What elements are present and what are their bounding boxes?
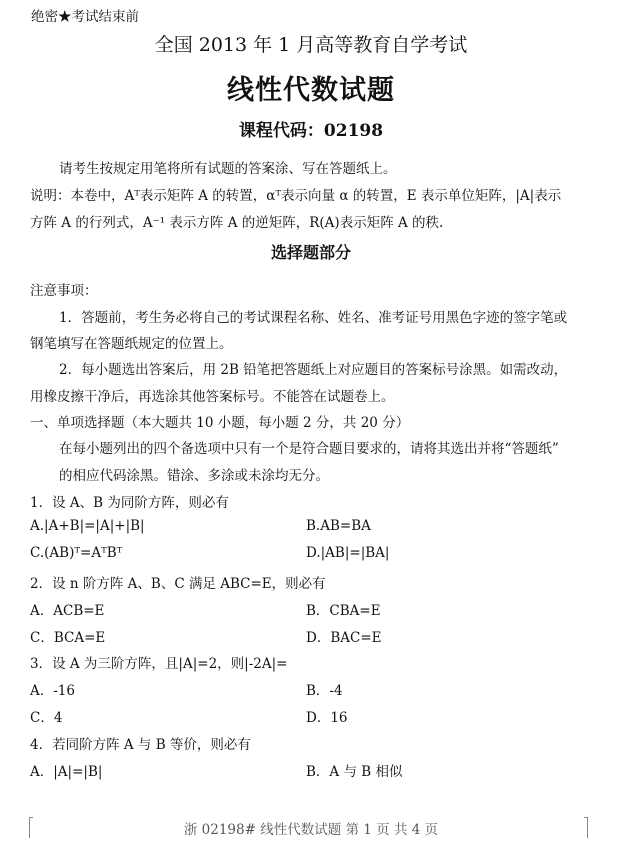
notation-note-line2: 方阵 A 的行列式，A⁻¹ 表示方阵 A 的逆矩阵，R(A)表示矩阵 A 的秩. (30, 215, 444, 231)
notice1-line1: 1．答题前，考生务必将自己的考试课程名称、姓名、准考证号用黑色字迹的签字笔或 (59, 310, 568, 326)
section-heading: 选择题部分 (270, 243, 351, 262)
question-1-option-a: A.|A+B|=|A|+|B| (30, 518, 145, 534)
part-desc-line1: 在每小题列出的四个备选项中只有一个是符合题目要求的，请将其选出并将“答题纸” (59, 441, 559, 457)
part-desc-line2: 的相应代码涂黑。错涂、多涂或未涂均无分。 (59, 468, 329, 484)
question-1-option-c: C.(AB)ᵀ=AᵀBᵀ (30, 545, 123, 561)
part-title: 一、单项选择题（本大题共 10 小题，每小题 2 分，共 20 分） (30, 415, 410, 431)
course-code: 课程代码：02198 (238, 121, 384, 141)
notice-label: 注意事项： (30, 283, 98, 299)
instruction-text: 请考生按规定用笔将所有试题的答案涂、写在答题纸上。 (59, 161, 397, 177)
question-4-option-a: A．|A|=|B| (30, 764, 103, 780)
question-2-option-c: C．BCA=E (30, 630, 106, 646)
notice1-line2: 钢笔填写在答题纸规定的位置上。 (30, 336, 233, 352)
question-3-stem: 3．设 A 为三阶方阵，且|A|=2，则|-2A|= (30, 656, 288, 672)
question-3-option-b: B．-4 (306, 683, 343, 699)
question-4-option-b: B．A 与 B 相似 (306, 764, 403, 780)
question-2-stem: 2．设 n 阶方阵 A、B、C 满足 ABC=E，则必有 (30, 576, 326, 592)
question-1-option-d: D.|AB|=|BA| (306, 545, 390, 561)
notice2-line2: 用橡皮擦干净后，再选涂其他答案标号。不能答在试题卷上。 (30, 389, 395, 405)
question-2-option-d: D．BAC=E (306, 630, 382, 646)
question-1-stem: 1．设 A、B 为同阶方阵，则必有 (30, 495, 229, 511)
question-3-option-d: D．16 (306, 710, 348, 726)
question-2-option-a: A．ACB=E (30, 603, 105, 619)
paper-title: 线性代数试题 (227, 75, 395, 106)
notice2-line1: 2．每小题选出答案后，用 2B 铅笔把答题纸上对应题目的答案标号涂黑。如需改动， (59, 362, 568, 378)
question-3-option-c: C．4 (30, 710, 63, 726)
page-footer: 浙 02198# 线性代数试题 第 1 页 共 4 页 (183, 822, 439, 838)
exam-title: 全国 2013 年 1 月高等教育自学考试 (154, 34, 468, 56)
question-3-option-a: A．-16 (30, 683, 75, 699)
question-1-option-b: B.AB=BA (306, 518, 371, 534)
notation-note-line1: 说明：本卷中，Aᵀ表示矩阵 A 的转置，αᵀ表示向量 α 的转置，E 表示单位矩阵，|A|表示 (30, 188, 562, 204)
question-4-stem: 4．若同阶方阵 A 与 B 等价，则必有 (30, 737, 251, 753)
secret-label: 绝密★考试结束前 (31, 9, 139, 25)
question-2-option-b: B．CBA=E (306, 603, 381, 619)
